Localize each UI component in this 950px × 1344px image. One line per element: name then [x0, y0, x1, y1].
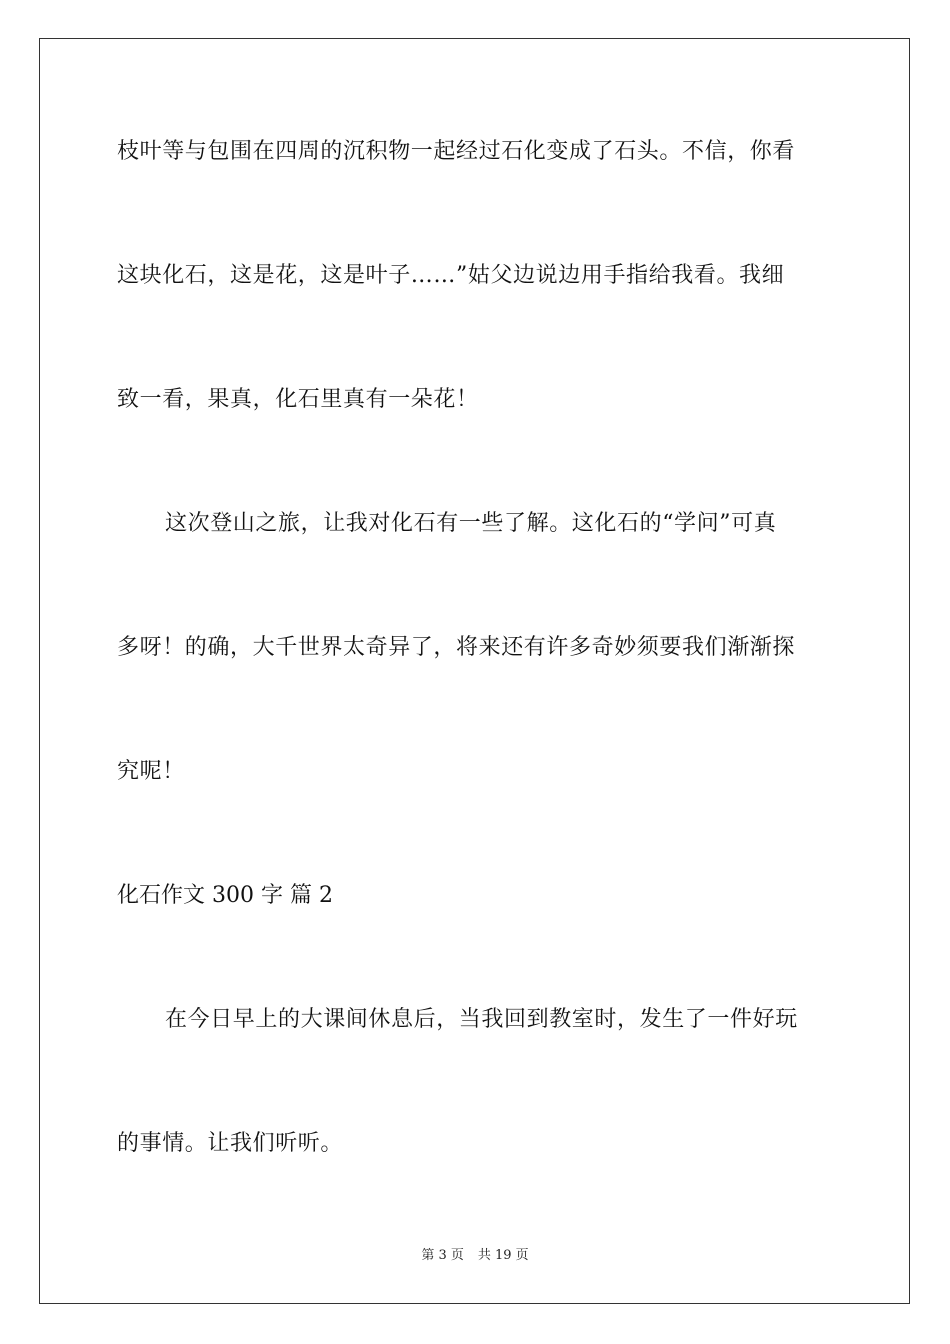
section-line-1: 在今日早上的大课间休息后，当我回到教室时，发生了一件好玩	[165, 1007, 798, 1032]
body-line-3: 致一看，果真，化石里真有一朵花！	[117, 387, 479, 412]
body-line-6: 究呢！	[117, 759, 185, 784]
body-line-2: 这块化石，这是花，这是叶子……”姑父边说边用手指给我看。我细	[117, 263, 785, 288]
page-number: 第 3 页	[421, 1248, 464, 1263]
page-footer	[0, 1247, 950, 1265]
body-line-1: 枝叶等与包围在四周的沉积物一起经过石化变成了石头。不信，你看	[117, 139, 796, 164]
section-line-2: 的事情。让我们听听。	[117, 1131, 344, 1156]
section-heading: 化石作文 300 字 篇 2	[117, 883, 333, 908]
page-total: 共 19 页	[477, 1248, 529, 1263]
page-border	[39, 38, 910, 1304]
body-line-4: 这次登山之旅，让我对化石有一些了解。这化石的“学问”可真	[165, 511, 777, 536]
body-line-5: 多呀！的确，大千世界太奇异了，将来还有许多奇妙须要我们渐渐探	[117, 635, 796, 660]
